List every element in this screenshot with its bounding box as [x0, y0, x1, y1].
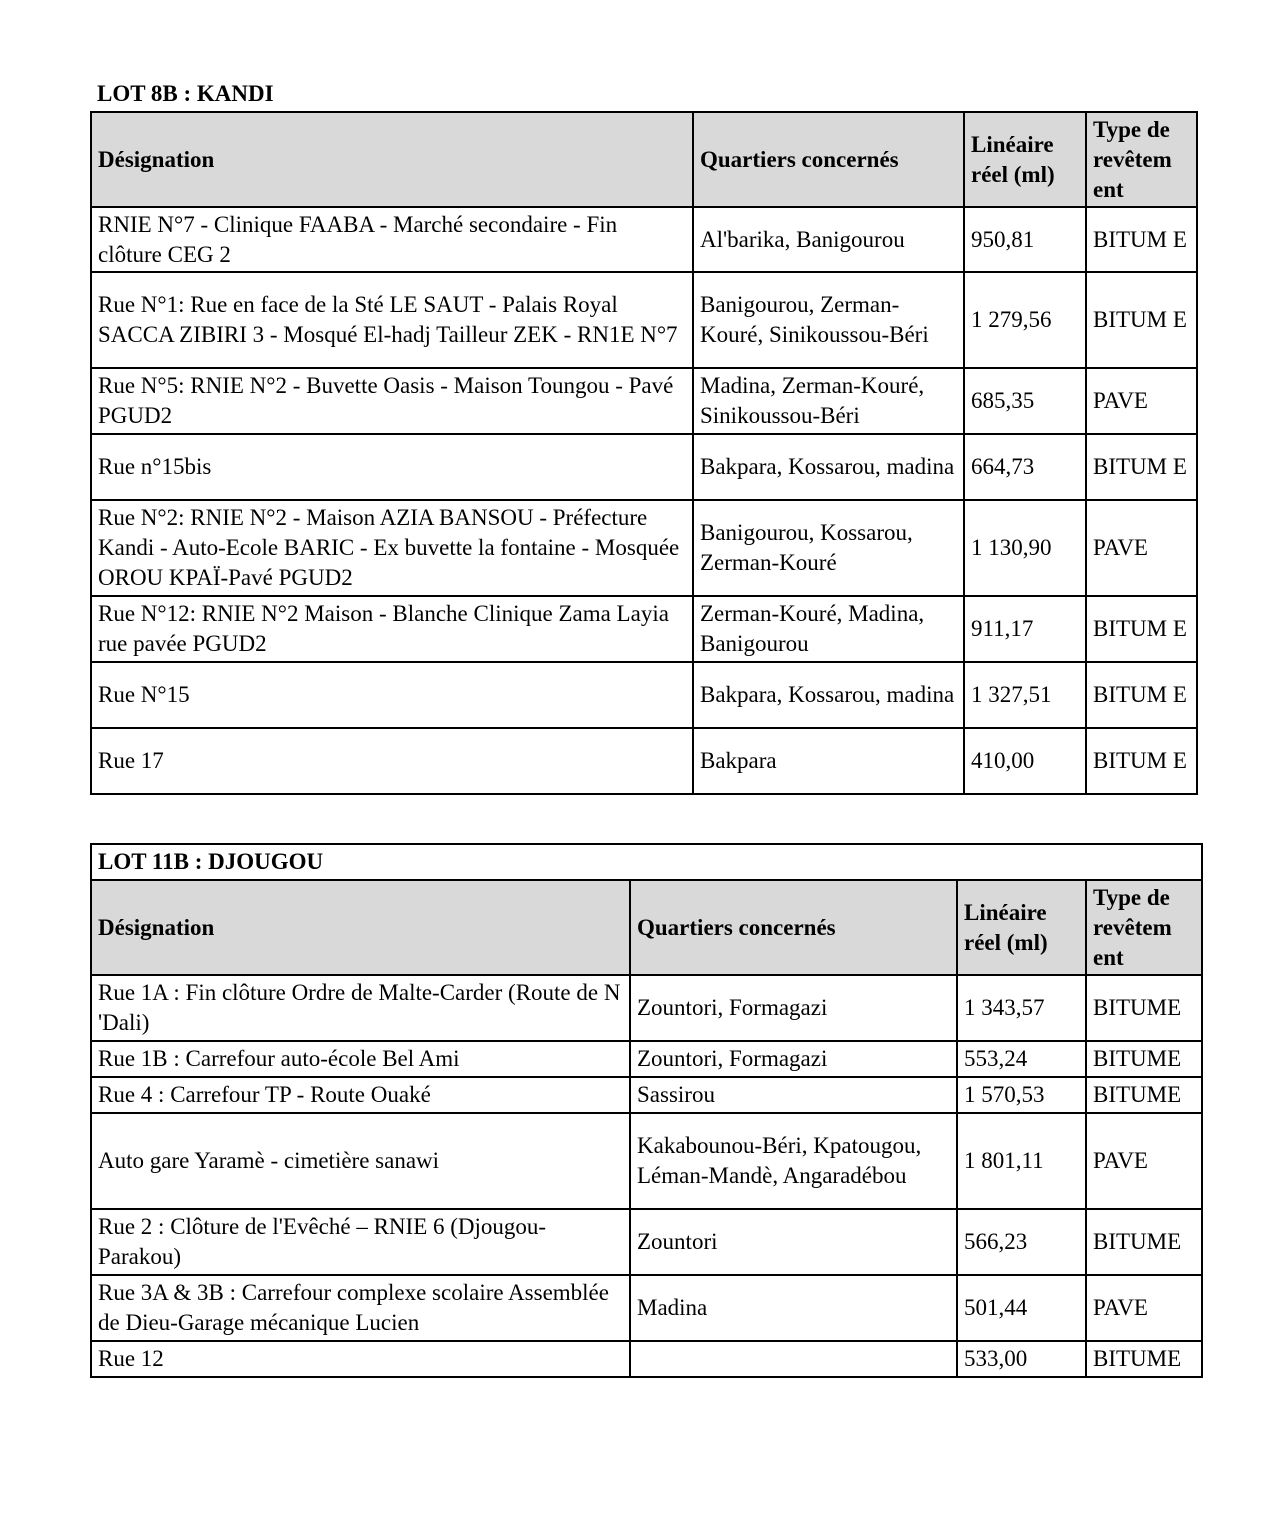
lot-8b-title: LOT 8B : KANDI [97, 81, 274, 106]
cell-designation: Rue 1B : Carrefour auto-école Bel Ami [91, 1041, 630, 1077]
cell-quartiers: Zerman-Kouré, Madina, Banigourou [693, 596, 964, 662]
table-header-row [91, 880, 1202, 975]
cell-lineaire: 1 570,53 [957, 1077, 1086, 1113]
cell-quartiers: Zountori [630, 1209, 957, 1275]
header-quartiers: Quartiers concernés [630, 880, 957, 975]
table-row [91, 728, 1197, 794]
header-lineaire: Linéaire réel (ml) [964, 112, 1086, 207]
cell-quartiers: Banigourou, Kossarou, Zerman-Kouré [693, 500, 964, 596]
header-designation: Désignation [91, 880, 630, 975]
table-row [91, 1275, 1202, 1341]
cell-lineaire: 664,73 [964, 434, 1086, 500]
table-header-row [91, 112, 1197, 207]
lot-8b-table [90, 111, 1198, 795]
cell-lineaire: 911,17 [964, 596, 1086, 662]
cell-type: PAVE [1086, 1113, 1202, 1209]
cell-lineaire: 566,23 [957, 1209, 1086, 1275]
table-row [91, 1209, 1202, 1275]
table-row [91, 207, 1197, 272]
table-row [91, 596, 1197, 662]
cell-type: BITUM E [1086, 728, 1197, 794]
cell-type: BITUME [1086, 975, 1202, 1041]
cell-type: BITUME [1086, 1341, 1202, 1377]
cell-designation: Rue N°12: RNIE N°2 Maison - Blanche Clinique Zama Layia rue pavée PGUD2 [91, 596, 693, 662]
cell-lineaire: 685,35 [964, 368, 1086, 434]
cell-type: BITUME [1086, 1041, 1202, 1077]
cell-designation: Rue N°1: Rue en face de la Sté LE SAUT - Palais Royal SACCA ZIBIRI 3 - Mosqué El-hadj Tailleur ZEK - RN1E N°7 [91, 272, 693, 368]
table-row [91, 368, 1197, 434]
cell-type: BITUM E [1086, 207, 1197, 272]
cell-quartiers: Zountori, Formagazi [630, 975, 957, 1041]
cell-quartiers: Banigourou, Zerman-Kouré, Sinikoussou-Béri [693, 272, 964, 368]
table-row [91, 1041, 1202, 1077]
header-lineaire: Linéaire réel (ml) [957, 880, 1086, 975]
cell-lineaire: 950,81 [964, 207, 1086, 272]
cell-lineaire: 1 279,56 [964, 272, 1086, 368]
cell-lineaire: 1 343,57 [957, 975, 1086, 1041]
cell-designation: Rue 2 : Clôture de l'Evêché – RNIE 6 (Djougou-Parakou) [91, 1209, 630, 1275]
cell-type: BITUM E [1086, 662, 1197, 728]
cell-designation: Rue 4 : Carrefour TP - Route Ouaké [91, 1077, 630, 1113]
cell-lineaire: 533,00 [957, 1341, 1086, 1377]
table-row [91, 500, 1197, 596]
table-row [91, 1113, 1202, 1209]
table-row [91, 662, 1197, 728]
cell-quartiers: Sassirou [630, 1077, 957, 1113]
cell-lineaire: 1 801,11 [957, 1113, 1086, 1209]
cell-lineaire: 501,44 [957, 1275, 1086, 1341]
cell-type: BITUME [1086, 1209, 1202, 1275]
table-row [91, 434, 1197, 500]
cell-type: PAVE [1086, 1275, 1202, 1341]
cell-quartiers: Bakpara, Kossarou, madina [693, 434, 964, 500]
lot-11b-caption-row [91, 844, 1202, 880]
header-quartiers: Quartiers concernés [693, 112, 964, 207]
cell-designation: RNIE N°7 - Clinique FAABA - Marché secondaire - Fin clôture CEG 2 [91, 207, 693, 272]
lot-11b-table [90, 843, 1203, 1378]
cell-lineaire: 553,24 [957, 1041, 1086, 1077]
table-row [91, 1341, 1202, 1377]
cell-type: BITUM E [1086, 272, 1197, 368]
cell-quartiers: Bakpara [693, 728, 964, 794]
cell-type: PAVE [1086, 500, 1197, 596]
cell-designation: Auto gare Yaramè - cimetière sanawi [91, 1113, 630, 1209]
cell-quartiers: Madina [630, 1275, 957, 1341]
cell-designation: Rue N°5: RNIE N°2 - Buvette Oasis - Maison Toungou - Pavé PGUD2 [91, 368, 693, 434]
cell-designation: Rue N°15 [91, 662, 693, 728]
header-type: Type de revêtem ent [1086, 880, 1202, 975]
cell-designation: Rue n°15bis [91, 434, 693, 500]
cell-type: PAVE [1086, 368, 1197, 434]
cell-designation: Rue 17 [91, 728, 693, 794]
header-type: Type de revêtem ent [1086, 112, 1197, 207]
cell-quartiers [630, 1341, 957, 1377]
table-row [91, 1077, 1202, 1113]
cell-lineaire: 410,00 [964, 728, 1086, 794]
cell-quartiers: Al'barika, Banigourou [693, 207, 964, 272]
cell-designation: Rue 3A & 3B : Carrefour complexe scolaire Assemblée de Dieu-Garage mécanique Lucien [91, 1275, 630, 1341]
cell-type: BITUM E [1086, 596, 1197, 662]
cell-quartiers: Zountori, Formagazi [630, 1041, 957, 1077]
cell-type: BITUME [1086, 1077, 1202, 1113]
cell-designation: Rue 12 [91, 1341, 630, 1377]
header-designation: Désignation [91, 112, 693, 207]
table-row [91, 975, 1202, 1041]
cell-quartiers: Bakpara, Kossarou, madina [693, 662, 964, 728]
lot-11b-title: LOT 11B : DJOUGOU [91, 844, 1202, 880]
table-row [91, 272, 1197, 368]
cell-lineaire: 1 130,90 [964, 500, 1086, 596]
cell-designation: Rue 1A : Fin clôture Ordre de Malte-Carder (Route de N 'Dali) [91, 975, 630, 1041]
cell-designation: Rue N°2: RNIE N°2 - Maison AZIA BANSOU - Préfecture Kandi - Auto-Ecole BARIC - Ex buvette la fontaine - Mosquée OROU KPAÏ-Pavé PGUD2 [91, 500, 693, 596]
cell-lineaire: 1 327,51 [964, 662, 1086, 728]
cell-type: BITUM E [1086, 434, 1197, 500]
cell-quartiers: Kakabounou-Béri, Kpatougou, Léman-Mandè, Angaradébou [630, 1113, 957, 1209]
cell-quartiers: Madina, Zerman-Kouré, Sinikoussou-Béri [693, 368, 964, 434]
